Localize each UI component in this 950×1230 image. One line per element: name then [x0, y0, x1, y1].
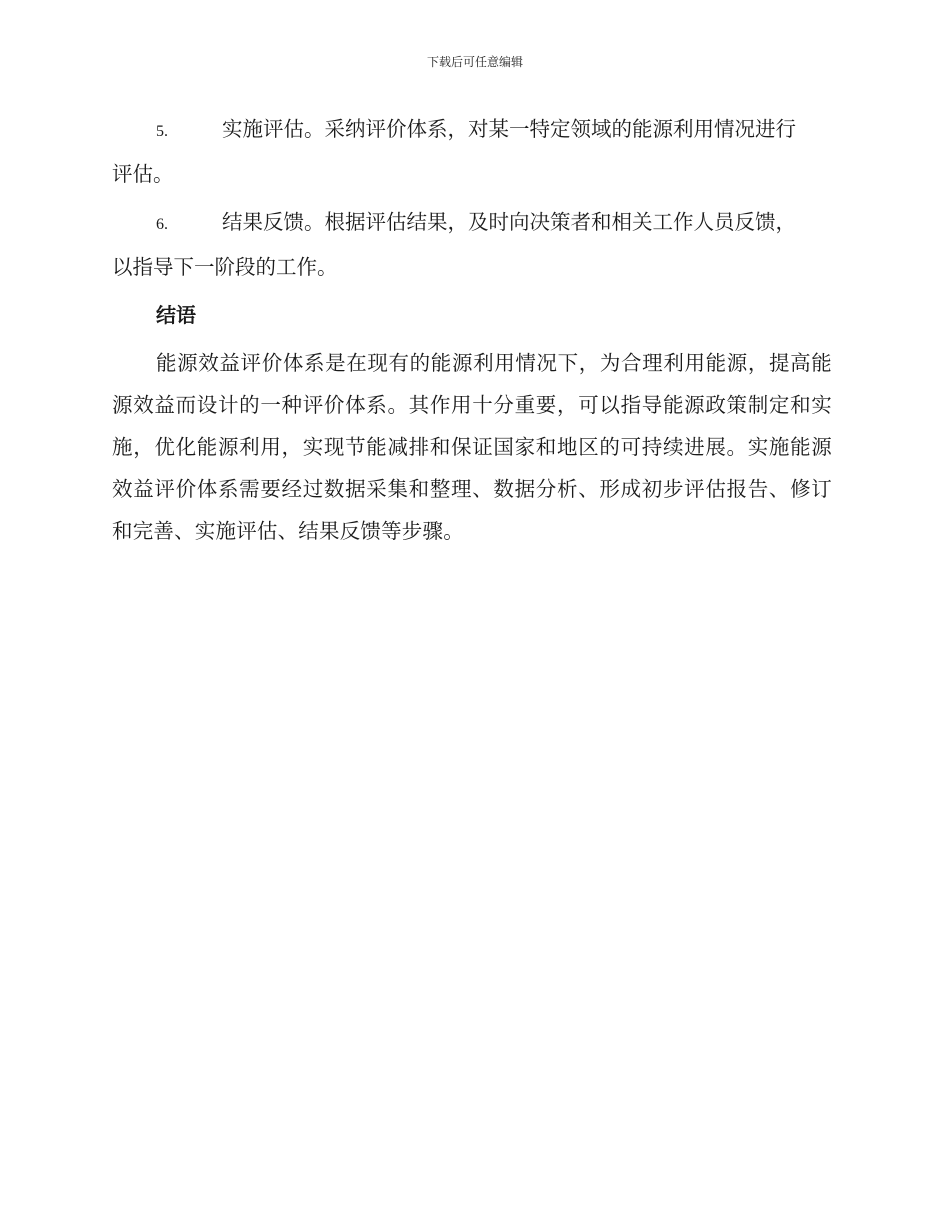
list-item: [112, 201, 832, 288]
list-item-text: 实施评估。采纳评价体系，对某一特定领域的能源利用情况进行: [222, 117, 796, 141]
list-item-text: 结果反馈。根据评估结果，及时向决策者和相关工作人员反馈，: [222, 210, 796, 234]
list-item: [112, 108, 832, 195]
list-item-first-line: [112, 201, 832, 246]
list-item-number: 5.: [156, 123, 168, 140]
list-item-continuation: 以指导下一阶段的工作。: [112, 255, 338, 279]
document-body: [112, 108, 832, 552]
list-item-first-line: [112, 108, 832, 153]
list-item-continuation: 评估。: [112, 162, 174, 186]
page-header: 下载后可任意编辑: [426, 55, 523, 69]
list-item-number: 6.: [156, 216, 168, 233]
section-heading: 结语: [156, 303, 196, 327]
conclusion-paragraph: 能源效益评价体系是在现有的能源利用情况下，为合理利用能源，提高能源效益而设计的一种评价体系。其作用十分重要，可以指导能源政策制定和实施，优化能源利用，实现节能减排和保证国家和地区的可持续进展。实施能源效益评价体系需要经过数据采集和整理、数据分析、形成初步评估报告、修订和完善、实施评估、结果反馈等步骤。: [112, 351, 832, 543]
